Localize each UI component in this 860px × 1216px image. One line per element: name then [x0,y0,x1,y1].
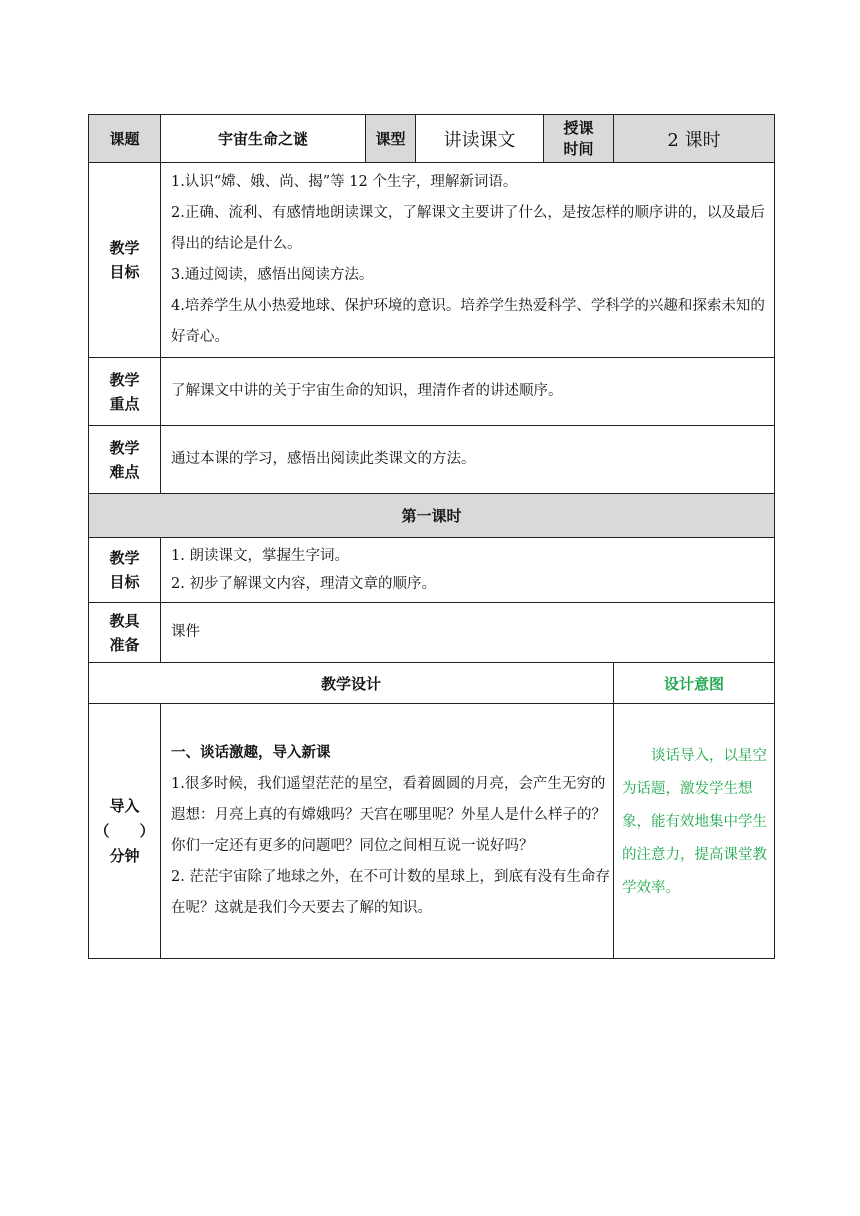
goal-item-3: 3.通过阅读，感悟出阅读方法。 [171,267,374,283]
goals-content [161,163,775,358]
design-header-row [89,663,775,704]
difficulties-label-line-2: 难点 [109,462,140,481]
tools-label [89,603,161,663]
lesson1-goals-content [161,538,775,603]
lesson1-goals-row [89,538,775,603]
tools-row [89,603,775,663]
goals-label-line-2: 目标 [109,263,140,281]
intro-label-line-2: （ ） [94,821,155,840]
intro-section-title: 一、谈话激趣，导入新课 [171,745,331,761]
tools-label-line-1: 教具 [109,611,140,630]
intro-content [161,704,614,959]
intro-intent: 谈话导入，以星空为话题，激发学生想象，能有效地集中学生的注意力，提高课堂教学效率。 [614,704,775,959]
lesson1-title-row [89,494,775,538]
goals-label-line-1: 教学 [109,239,140,257]
lesson1-goals-label-line-1: 教学 [109,549,140,567]
intent-header: 设计意图 [614,663,775,704]
tools-value: 课件 [161,603,775,663]
goal-item-1: 1.认识“嫦、娥、尚、揭”等 12 个生字，理解新词语。 [171,174,518,190]
intro-paragraph-1: 1.很多时候，我们遥望茫茫的星空，看着圆圆的月亮，会产生无穷的遐想：月亮上真的有嫦娥吗？天宫在哪里呢？外星人是什么样子的？你们一定还有更多的问题吧？同位之间相互说一说好吗？ [171,776,606,854]
type-label: 课型 [366,115,416,163]
time-label-line-1: 授课 [563,118,594,137]
lesson1-goal-1: 1. 朗读课文，掌握生字词。 [171,548,349,564]
difficulties-row [89,426,775,494]
goals-label [89,163,161,358]
time-value: 2 课时 [614,115,775,163]
key-points-label [89,358,161,426]
difficulties-text: 通过本课的学习，感悟出阅读此类课文的方法。 [161,426,775,494]
goal-item-2: 2.正确、流利、有感情地朗读课文，了解课文主要讲了什么，是按怎样的顺序讲的，以及最后得出的结论是什么。 [171,205,765,252]
difficulties-label [89,426,161,494]
design-header: 教学设计 [89,663,614,704]
key-points-label-line-2: 重点 [109,394,140,413]
intro-label [89,704,161,959]
header-row [89,115,775,163]
intro-label-line-3: 分钟 [109,846,140,865]
intro-row [89,704,775,959]
intro-paragraph-2: 2. 茫茫宇宙除了地球之外，在不可计数的星球上，到底有没有生命存在呢？这就是我们今天要去了解的知识。 [171,869,610,916]
lesson1-title: 第一课时 [89,494,775,538]
time-label [544,115,614,163]
goals-row [89,163,775,358]
goal-item-4: 4.培养学生从小热爱地球、保护环境的意识。培养学生热爱科学、学科学的兴趣和探索未知的好奇心。 [171,298,765,345]
tools-label-line-2: 准备 [109,635,140,654]
lesson1-goals-label [89,538,161,603]
difficulties-label-line-1: 教学 [109,438,140,457]
type-value: 讲读课文 [416,115,544,163]
key-points-text: 了解课文中讲的关于宇宙生命的知识，理清作者的讲述顺序。 [161,358,775,426]
time-label-line-2: 时间 [563,139,594,158]
key-points-row [89,358,775,426]
intro-label-line-1: 导入 [109,796,140,815]
lesson-plan-table [88,114,775,959]
lesson1-goals-label-line-2: 目标 [109,573,140,591]
topic-label: 课题 [89,115,161,163]
key-points-label-line-1: 教学 [109,370,140,389]
topic-value: 宇宙生命之谜 [161,115,366,163]
lesson1-goal-2: 2. 初步了解课文内容，理清文章的顺序。 [171,576,436,592]
